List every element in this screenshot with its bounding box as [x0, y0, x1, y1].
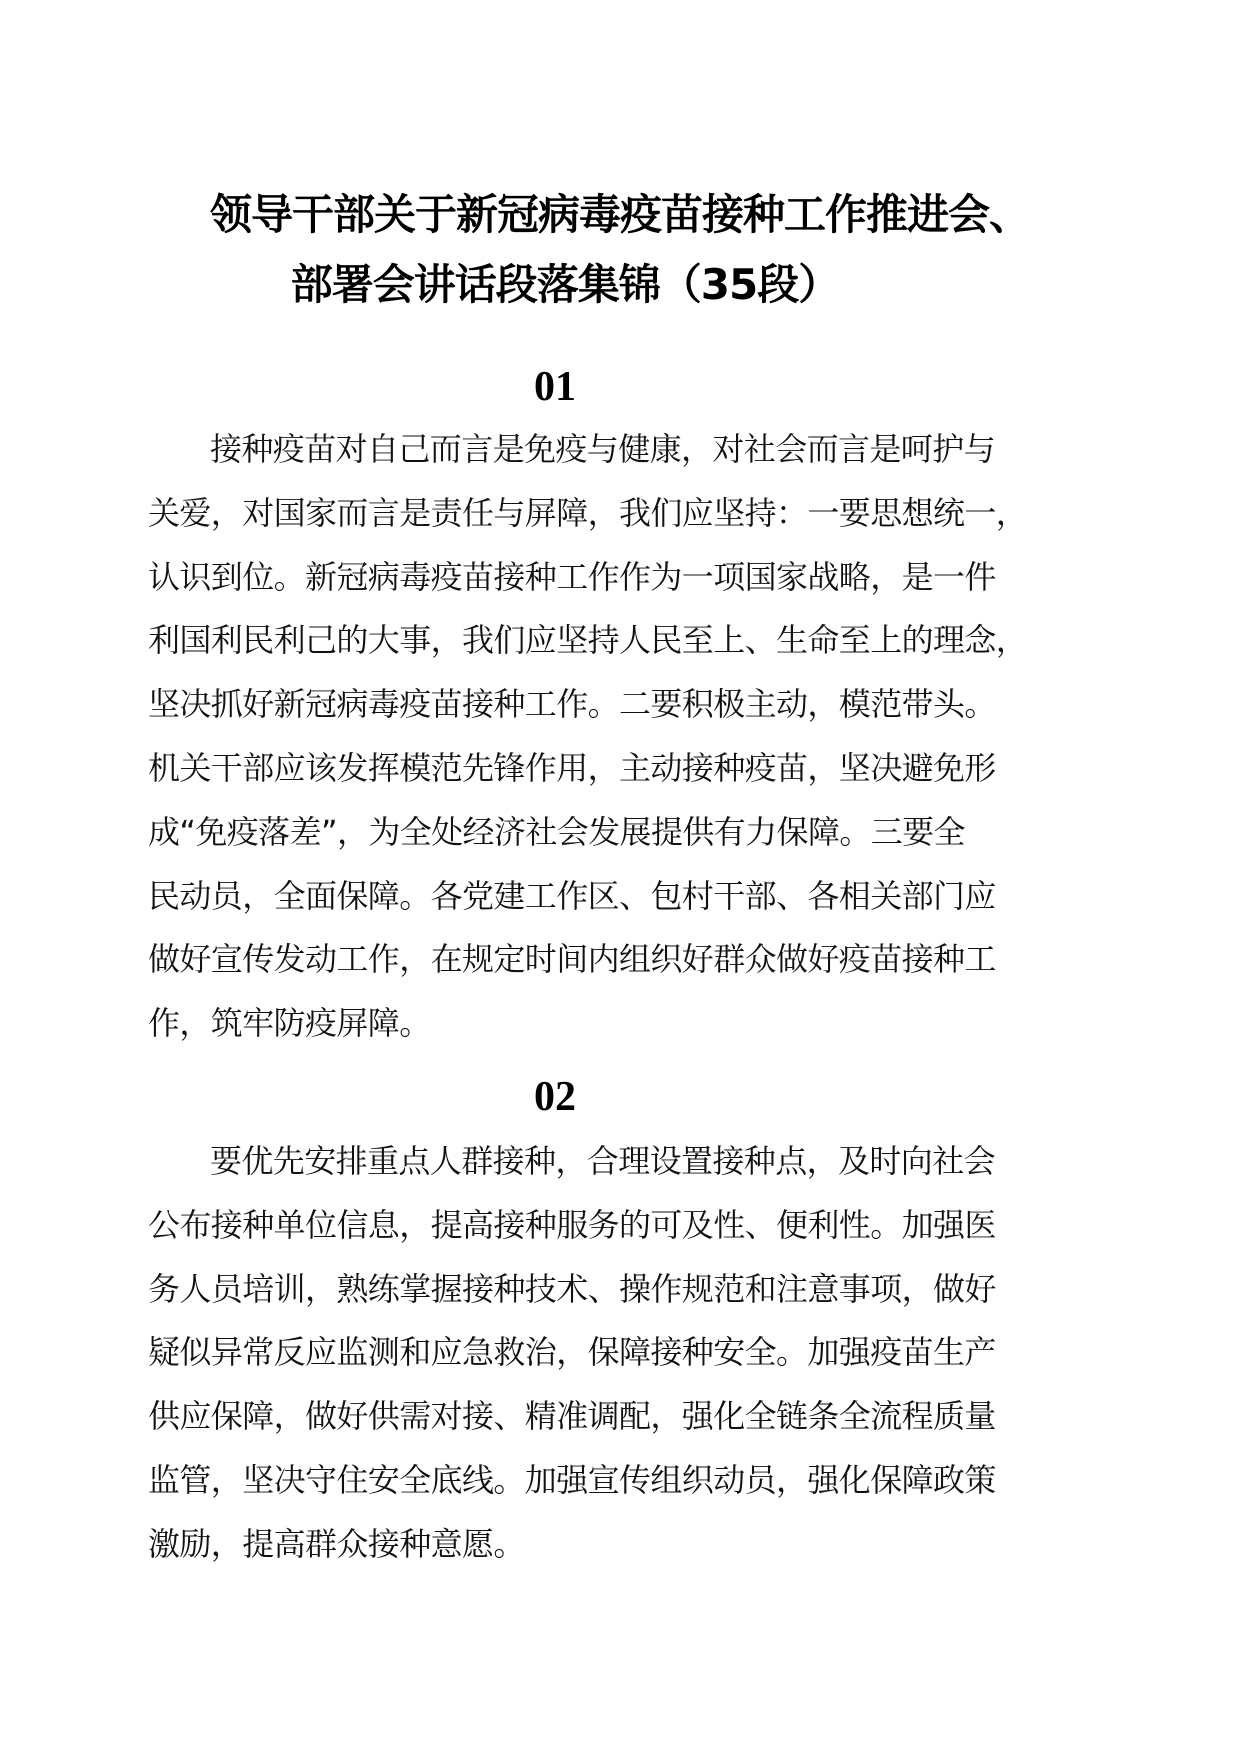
- section-02-paragraph: [148, 1130, 998, 1577]
- section-number-01: 01: [534, 364, 576, 410]
- paragraph-line: 疑似异常反应监测和应急救治，保障接种安全。加强疫苗生产: [148, 1333, 996, 1372]
- paragraph-line: 坚决抓好新冠病毒疫苗接种工作。二要积极主动，模范带头。: [148, 685, 996, 724]
- paragraph-line: 做好宣传发动工作，在规定时间内组织好群众做好疫苗接种工: [148, 940, 996, 979]
- paragraph-line: 务人员培训，熟练掌握接种技术、操作规范和注意事项，做好: [148, 1269, 996, 1308]
- paragraph-line: 要优先安排重点人群接种，合理设置接种点，及时向社会: [210, 1142, 996, 1180]
- title-line-2: 部署会讲话段落集锦（35段）: [290, 260, 840, 309]
- paragraph-line: 认识到位。新冠病毒疫苗接种工作作为一项国家战略，是一件: [148, 557, 996, 596]
- paragraph-line: 公布接种单位信息，提高接种服务的可及性、便利性。加强医: [148, 1205, 996, 1244]
- paragraph-line: 激励，提高群众接种意愿。: [148, 1524, 525, 1563]
- title-line-1: 领导干部关于新冠病毒疫苗接种工作推进会、: [209, 190, 1030, 239]
- paragraph-line: 监管，坚决守住安全底线。加强宣传组织动员，强化保障政策: [148, 1460, 996, 1499]
- paragraph-line: 利国利民利己的大事，我们应坚持人民至上、生命至上的理念，: [148, 621, 1028, 660]
- section-01-paragraph: [148, 418, 1028, 1056]
- section-number-02: 02: [534, 1074, 576, 1120]
- paragraph-line: 民动员，全面保障。各党建工作区、包村干部、各相关部门应: [148, 876, 996, 915]
- paragraph-line: 接种疫苗对自己而言是免疫与健康，对社会而言是呵护与: [210, 430, 996, 468]
- paragraph-line: 机关干部应该发挥模范先锋作用，主动接种疫苗，坚决避免形: [148, 748, 996, 787]
- document-title: [150, 180, 1090, 320]
- paragraph-line: 成“免疫落差”，为全处经济社会发展提供有力保障。三要全: [148, 812, 965, 851]
- paragraph-line: 供应保障，做好供需对接、精准调配，强化全链条全流程质量: [148, 1397, 996, 1436]
- paragraph-line: 作，筑牢防疫屏障。: [148, 1004, 431, 1043]
- paragraph-line: 关爱，对国家而言是责任与屏障，我们应坚持：一要思想统一，: [148, 493, 1028, 532]
